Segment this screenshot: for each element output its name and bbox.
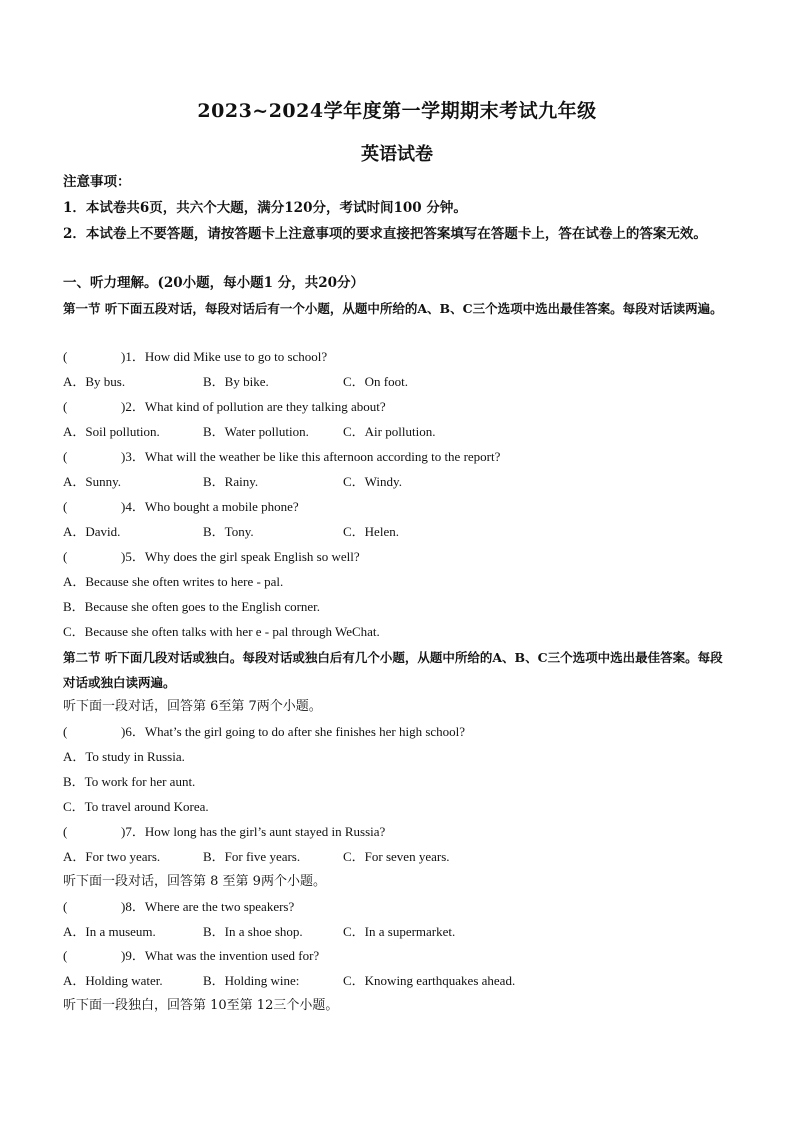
question-2 [63,397,733,417]
question-stem: )6．What’s the girl going to do after she finishes her high school? [121,724,466,739]
option-b: B．Because she often goes to the English corner. [63,599,321,614]
question-8-options [63,922,733,942]
question-7 [63,822,733,842]
option-b: B．For five years. [203,849,301,864]
section2-instruction: 第二节 听下面几段对话或独白。每段对话或独白后有几个小题，从题中所给的A、B、C三个选项中选出最佳答案。每段对话或独白读两遍。 [63,650,723,690]
question-3 [63,447,733,467]
option-c: C．Air pollution. [343,424,436,439]
section1-instruction: 第一节 听下面五段对话，每段对话后有一个小题，从题中所给的A、B、C三个选项中选出最佳答案。每段对话读两遍。 [63,301,723,316]
option-b: B．By bike. [203,374,269,389]
question-3-options [63,472,733,492]
question-stem: )5．Why does the girl speak English so well? [121,549,360,564]
option-c: C．Because she often talks with her e - pal through WeChat. [63,624,380,639]
exam-title: 2023~2024学年度第一学期期末考试九年级 [197,100,597,122]
option-b: B．Water pollution. [203,424,309,439]
option-b: B．To work for her aunt. [63,774,196,789]
option-b: B．Holding wine: [203,973,300,988]
question-9-options [63,971,733,991]
question-1-options [63,372,733,392]
option-c: C．For seven years. [343,849,450,864]
intro-q6-q7: 听下面一段对话，回答第 6至第 7两个小题。 [63,699,322,714]
part1-heading: 一、听力理解。(20小题，每小题1 分，共20分） [63,275,365,291]
answer-blank: ( [63,824,68,839]
answer-blank: ( [63,349,68,364]
option-c: C．On foot. [343,374,409,389]
option-b: B．Tony. [203,524,254,539]
question-stem: )9．What was the invention used for? [121,948,320,963]
question-6 [63,722,733,742]
question-4 [63,497,733,517]
question-stem: )3．What will the weather be like this afternoon according to the report? [121,449,501,464]
question-stem: )1．How did Mike use to go to school? [121,349,328,364]
option-a: A．In a museum. [63,924,156,939]
answer-blank: ( [63,948,68,963]
notes-item-2: 2．本试卷上不要答题，请按答题卡上注意事项的要求直接把答案填写在答题卡上，答在试卷上的答案无效。 [63,226,707,242]
intro-q10-q12: 听下面一段独白，回答第 10至第 12三个小题。 [63,998,339,1013]
answer-blank: ( [63,399,68,414]
question-stem: )2．What kind of pollution are they talking about? [121,399,386,414]
question-stem: )4．Who bought a mobile phone? [121,499,299,514]
option-c: C．Helen. [343,524,399,539]
option-c: C．To travel around Korea. [63,799,209,814]
answer-blank: ( [63,899,68,914]
question-4-options [63,522,733,542]
option-a: A．Because she often writes to here - pal. [63,574,284,589]
option-a: A．By bus. [63,374,126,389]
option-a: A．To study in Russia. [63,749,185,764]
question-1 [63,347,733,367]
option-c: C．Windy. [343,474,402,489]
answer-blank: ( [63,449,68,464]
question-2-options [63,422,733,442]
answer-blank: ( [63,499,68,514]
question-9 [63,946,733,966]
option-c: C．Knowing earthquakes ahead. [343,973,516,988]
exam-subtitle: 英语试卷 [361,144,433,165]
option-b: B．Rainy. [203,474,259,489]
answer-blank: ( [63,549,68,564]
notes-heading: 注意事项： [63,174,131,190]
question-5 [63,547,733,567]
answer-blank: ( [63,724,68,739]
option-c: C．In a supermarket. [343,924,456,939]
option-a: A．Sunny. [63,474,122,489]
option-a: A．Soil pollution. [63,424,160,439]
option-a: A．For two years. [63,849,161,864]
option-b: B．In a shoe shop. [203,924,303,939]
question-7-options [63,847,733,867]
option-a: A．David. [63,524,121,539]
notes-item-1: 1．本试卷共6页，共六个大题，满分120分，考试时间100 分钟。 [63,200,467,216]
option-a: A．Holding water. [63,973,163,988]
intro-q8-q9: 听下面一段对话，回答第 8 至第 9两个小题。 [63,874,326,889]
question-stem: )8．Where are the two speakers? [121,899,295,914]
question-stem: )7．How long has the girl’s aunt stayed in Russia? [121,824,386,839]
question-8 [63,897,733,917]
